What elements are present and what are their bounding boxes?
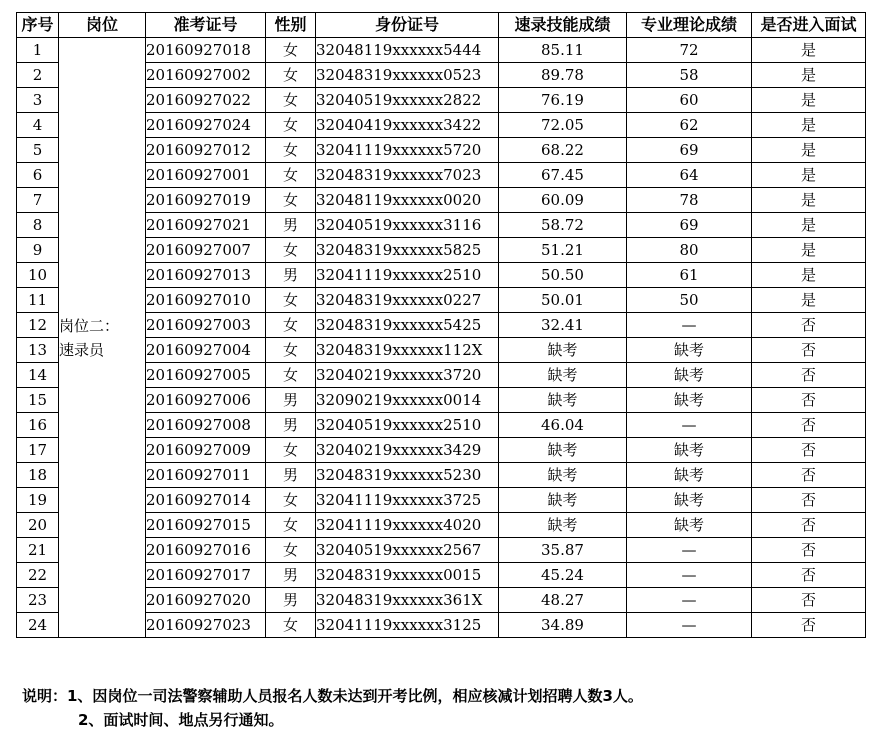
cell-theory-score: 缺考 bbox=[627, 438, 752, 463]
cell-id-number: 32048319xxxxxx112X bbox=[316, 338, 499, 363]
cell-id-number: 32048319xxxxxx0227 bbox=[316, 288, 499, 313]
header-theory-score: 专业理论成绩 bbox=[627, 13, 752, 38]
cell-seq: 12 bbox=[17, 313, 59, 338]
cell-interview-status: 是 bbox=[752, 238, 866, 263]
cell-interview-status: 否 bbox=[752, 488, 866, 513]
cell-theory-score: 64 bbox=[627, 163, 752, 188]
cell-ticket-number: 20160927014 bbox=[146, 488, 266, 513]
cell-interview-status: 否 bbox=[752, 438, 866, 463]
cell-gender: 女 bbox=[266, 238, 316, 263]
cell-skill-score: 缺考 bbox=[499, 463, 627, 488]
cell-skill-score: 85.11 bbox=[499, 38, 627, 63]
cell-gender: 男 bbox=[266, 413, 316, 438]
cell-gender: 女 bbox=[266, 113, 316, 138]
cell-theory-score: — bbox=[627, 613, 752, 638]
cell-interview-status: 是 bbox=[752, 213, 866, 238]
cell-interview-status: 是 bbox=[752, 38, 866, 63]
header-seq: 序号 bbox=[17, 13, 59, 38]
cell-interview-status: 是 bbox=[752, 138, 866, 163]
cell-theory-score: 72 bbox=[627, 38, 752, 63]
cell-seq: 10 bbox=[17, 263, 59, 288]
cell-interview-status: 否 bbox=[752, 388, 866, 413]
cell-id-number: 32048119xxxxxx5444 bbox=[316, 38, 499, 63]
cell-gender: 女 bbox=[266, 188, 316, 213]
cell-seq: 16 bbox=[17, 413, 59, 438]
cell-gender: 男 bbox=[266, 388, 316, 413]
cell-skill-score: 89.78 bbox=[499, 63, 627, 88]
cell-ticket-number: 20160927001 bbox=[146, 163, 266, 188]
cell-theory-score: 58 bbox=[627, 63, 752, 88]
cell-skill-score: 缺考 bbox=[499, 488, 627, 513]
cell-id-number: 32040519xxxxxx2510 bbox=[316, 413, 499, 438]
cell-gender: 女 bbox=[266, 38, 316, 63]
cell-skill-score: 45.24 bbox=[499, 563, 627, 588]
cell-skill-score: 缺考 bbox=[499, 388, 627, 413]
cell-seq: 2 bbox=[17, 63, 59, 88]
cell-ticket-number: 20160927009 bbox=[146, 438, 266, 463]
cell-ticket-number: 20160927004 bbox=[146, 338, 266, 363]
cell-theory-score: 69 bbox=[627, 213, 752, 238]
header-gender: 性别 bbox=[266, 13, 316, 38]
cell-seq: 7 bbox=[17, 188, 59, 213]
cell-gender: 女 bbox=[266, 288, 316, 313]
cell-id-number: 32048319xxxxxx5425 bbox=[316, 313, 499, 338]
cell-id-number: 32048319xxxxxx5825 bbox=[316, 238, 499, 263]
cell-interview-status: 是 bbox=[752, 288, 866, 313]
cell-interview-status: 否 bbox=[752, 513, 866, 538]
cell-seq: 15 bbox=[17, 388, 59, 413]
cell-gender: 女 bbox=[266, 338, 316, 363]
cell-gender: 女 bbox=[266, 513, 316, 538]
cell-theory-score: 80 bbox=[627, 238, 752, 263]
cell-gender: 女 bbox=[266, 613, 316, 638]
cell-gender: 女 bbox=[266, 138, 316, 163]
cell-interview-status: 是 bbox=[752, 263, 866, 288]
table-header-row bbox=[17, 13, 866, 38]
cell-gender: 女 bbox=[266, 438, 316, 463]
cell-theory-score: 50 bbox=[627, 288, 752, 313]
header-interview: 是否进入面试 bbox=[752, 13, 866, 38]
cell-interview-status: 是 bbox=[752, 113, 866, 138]
cell-seq: 22 bbox=[17, 563, 59, 588]
cell-id-number: 32040519xxxxxx2822 bbox=[316, 88, 499, 113]
cell-theory-score: — bbox=[627, 313, 752, 338]
cell-ticket-number: 20160927017 bbox=[146, 563, 266, 588]
cell-id-number: 32041119xxxxxx3725 bbox=[316, 488, 499, 513]
cell-interview-status: 否 bbox=[752, 413, 866, 438]
cell-seq: 13 bbox=[17, 338, 59, 363]
cell-seq: 19 bbox=[17, 488, 59, 513]
table-body bbox=[17, 38, 866, 638]
cell-seq: 1 bbox=[17, 38, 59, 63]
table-row bbox=[17, 38, 866, 63]
cell-seq: 11 bbox=[17, 288, 59, 313]
cell-ticket-number: 20160927016 bbox=[146, 538, 266, 563]
cell-interview-status: 是 bbox=[752, 88, 866, 113]
cell-theory-score: — bbox=[627, 538, 752, 563]
cell-gender: 男 bbox=[266, 588, 316, 613]
cell-id-number: 32040219xxxxxx3720 bbox=[316, 363, 499, 388]
cell-interview-status: 否 bbox=[752, 313, 866, 338]
cell-skill-score: 46.04 bbox=[499, 413, 627, 438]
cell-skill-score: 缺考 bbox=[499, 438, 627, 463]
header-id: 身份证号 bbox=[316, 13, 499, 38]
cell-id-number: 32041119xxxxxx2510 bbox=[316, 263, 499, 288]
cell-skill-score: 32.41 bbox=[499, 313, 627, 338]
cell-ticket-number: 20160927011 bbox=[146, 463, 266, 488]
cell-seq: 18 bbox=[17, 463, 59, 488]
cell-skill-score: 缺考 bbox=[499, 363, 627, 388]
cell-id-number: 32048319xxxxxx0523 bbox=[316, 63, 499, 88]
cell-seq: 14 bbox=[17, 363, 59, 388]
cell-interview-status: 是 bbox=[752, 188, 866, 213]
cell-id-number: 32041119xxxxxx5720 bbox=[316, 138, 499, 163]
header-post: 岗位 bbox=[59, 13, 146, 38]
cell-ticket-number: 20160927013 bbox=[146, 263, 266, 288]
cell-id-number: 32041119xxxxxx3125 bbox=[316, 613, 499, 638]
cell-id-number: 32048319xxxxxx0015 bbox=[316, 563, 499, 588]
cell-theory-score: 61 bbox=[627, 263, 752, 288]
cell-gender: 女 bbox=[266, 163, 316, 188]
cell-ticket-number: 20160927012 bbox=[146, 138, 266, 163]
cell-ticket-number: 20160927003 bbox=[146, 313, 266, 338]
cell-id-number: 32048319xxxxxx7023 bbox=[316, 163, 499, 188]
cell-gender: 女 bbox=[266, 63, 316, 88]
cell-gender: 男 bbox=[266, 213, 316, 238]
cell-id-number: 32048119xxxxxx0020 bbox=[316, 188, 499, 213]
cell-gender: 男 bbox=[266, 563, 316, 588]
cell-seq: 9 bbox=[17, 238, 59, 263]
cell-id-number: 32040219xxxxxx3429 bbox=[316, 438, 499, 463]
cell-theory-score: 62 bbox=[627, 113, 752, 138]
cell-theory-score: — bbox=[627, 563, 752, 588]
cell-seq: 5 bbox=[17, 138, 59, 163]
cell-ticket-number: 20160927020 bbox=[146, 588, 266, 613]
cell-theory-score: 缺考 bbox=[627, 488, 752, 513]
cell-ticket-number: 20160927018 bbox=[146, 38, 266, 63]
cell-theory-score: — bbox=[627, 588, 752, 613]
cell-skill-score: 50.50 bbox=[499, 263, 627, 288]
cell-id-number: 32041119xxxxxx4020 bbox=[316, 513, 499, 538]
cell-id-number: 32040519xxxxxx3116 bbox=[316, 213, 499, 238]
cell-id-number: 32048319xxxxxx361X bbox=[316, 588, 499, 613]
cell-theory-score: 缺考 bbox=[627, 388, 752, 413]
cell-theory-score: 缺考 bbox=[627, 338, 752, 363]
cell-seq: 17 bbox=[17, 438, 59, 463]
cell-gender: 女 bbox=[266, 313, 316, 338]
cell-seq: 4 bbox=[17, 113, 59, 138]
note-line-2: 2、面试时间、地点另行通知。 bbox=[78, 711, 284, 729]
cell-skill-score: 60.09 bbox=[499, 188, 627, 213]
notes bbox=[22, 684, 643, 732]
cell-skill-score: 缺考 bbox=[499, 513, 627, 538]
cell-seq: 6 bbox=[17, 163, 59, 188]
cell-ticket-number: 20160927005 bbox=[146, 363, 266, 388]
cell-gender: 女 bbox=[266, 363, 316, 388]
cell-post: 岗位二： 速录员 bbox=[59, 38, 146, 638]
cell-id-number: 32040419xxxxxx3422 bbox=[316, 113, 499, 138]
cell-skill-score: 51.21 bbox=[499, 238, 627, 263]
cell-skill-score: 67.45 bbox=[499, 163, 627, 188]
cell-seq: 8 bbox=[17, 213, 59, 238]
cell-id-number: 32090219xxxxxx0014 bbox=[316, 388, 499, 413]
cell-ticket-number: 20160927023 bbox=[146, 613, 266, 638]
cell-gender: 男 bbox=[266, 263, 316, 288]
cell-gender: 女 bbox=[266, 88, 316, 113]
note-line-1: 说明：1、因岗位一司法警察辅助人员报名人数未达到开考比例，相应核减计划招聘人数3人。 bbox=[22, 687, 643, 705]
cell-skill-score: 48.27 bbox=[499, 588, 627, 613]
cell-skill-score: 58.72 bbox=[499, 213, 627, 238]
cell-theory-score: 缺考 bbox=[627, 513, 752, 538]
cell-skill-score: 50.01 bbox=[499, 288, 627, 313]
cell-interview-status: 否 bbox=[752, 338, 866, 363]
cell-id-number: 32048319xxxxxx5230 bbox=[316, 463, 499, 488]
cell-theory-score: 60 bbox=[627, 88, 752, 113]
cell-ticket-number: 20160927008 bbox=[146, 413, 266, 438]
cell-gender: 女 bbox=[266, 488, 316, 513]
cell-theory-score: 缺考 bbox=[627, 363, 752, 388]
header-ticket: 准考证号 bbox=[146, 13, 266, 38]
cell-interview-status: 否 bbox=[752, 538, 866, 563]
cell-interview-status: 是 bbox=[752, 63, 866, 88]
cell-interview-status: 否 bbox=[752, 588, 866, 613]
cell-interview-status: 是 bbox=[752, 163, 866, 188]
cell-theory-score: 69 bbox=[627, 138, 752, 163]
cell-ticket-number: 20160927006 bbox=[146, 388, 266, 413]
cell-seq: 21 bbox=[17, 538, 59, 563]
cell-gender: 男 bbox=[266, 463, 316, 488]
cell-interview-status: 否 bbox=[752, 463, 866, 488]
cell-ticket-number: 20160927024 bbox=[146, 113, 266, 138]
cell-theory-score: — bbox=[627, 413, 752, 438]
cell-theory-score: 78 bbox=[627, 188, 752, 213]
header-skill-score: 速录技能成绩 bbox=[499, 13, 627, 38]
cell-ticket-number: 20160927007 bbox=[146, 238, 266, 263]
cell-skill-score: 68.22 bbox=[499, 138, 627, 163]
cell-seq: 23 bbox=[17, 588, 59, 613]
cell-id-number: 32040519xxxxxx2567 bbox=[316, 538, 499, 563]
cell-seq: 24 bbox=[17, 613, 59, 638]
cell-skill-score: 35.87 bbox=[499, 538, 627, 563]
cell-skill-score: 缺考 bbox=[499, 338, 627, 363]
score-table bbox=[16, 12, 866, 638]
cell-ticket-number: 20160927019 bbox=[146, 188, 266, 213]
cell-interview-status: 否 bbox=[752, 363, 866, 388]
cell-ticket-number: 20160927022 bbox=[146, 88, 266, 113]
cell-ticket-number: 20160927010 bbox=[146, 288, 266, 313]
cell-skill-score: 34.89 bbox=[499, 613, 627, 638]
cell-seq: 20 bbox=[17, 513, 59, 538]
cell-ticket-number: 20160927002 bbox=[146, 63, 266, 88]
cell-ticket-number: 20160927015 bbox=[146, 513, 266, 538]
cell-seq: 3 bbox=[17, 88, 59, 113]
cell-gender: 女 bbox=[266, 538, 316, 563]
cell-skill-score: 72.05 bbox=[499, 113, 627, 138]
cell-interview-status: 否 bbox=[752, 613, 866, 638]
cell-ticket-number: 20160927021 bbox=[146, 213, 266, 238]
cell-theory-score: 缺考 bbox=[627, 463, 752, 488]
cell-skill-score: 76.19 bbox=[499, 88, 627, 113]
cell-interview-status: 否 bbox=[752, 563, 866, 588]
